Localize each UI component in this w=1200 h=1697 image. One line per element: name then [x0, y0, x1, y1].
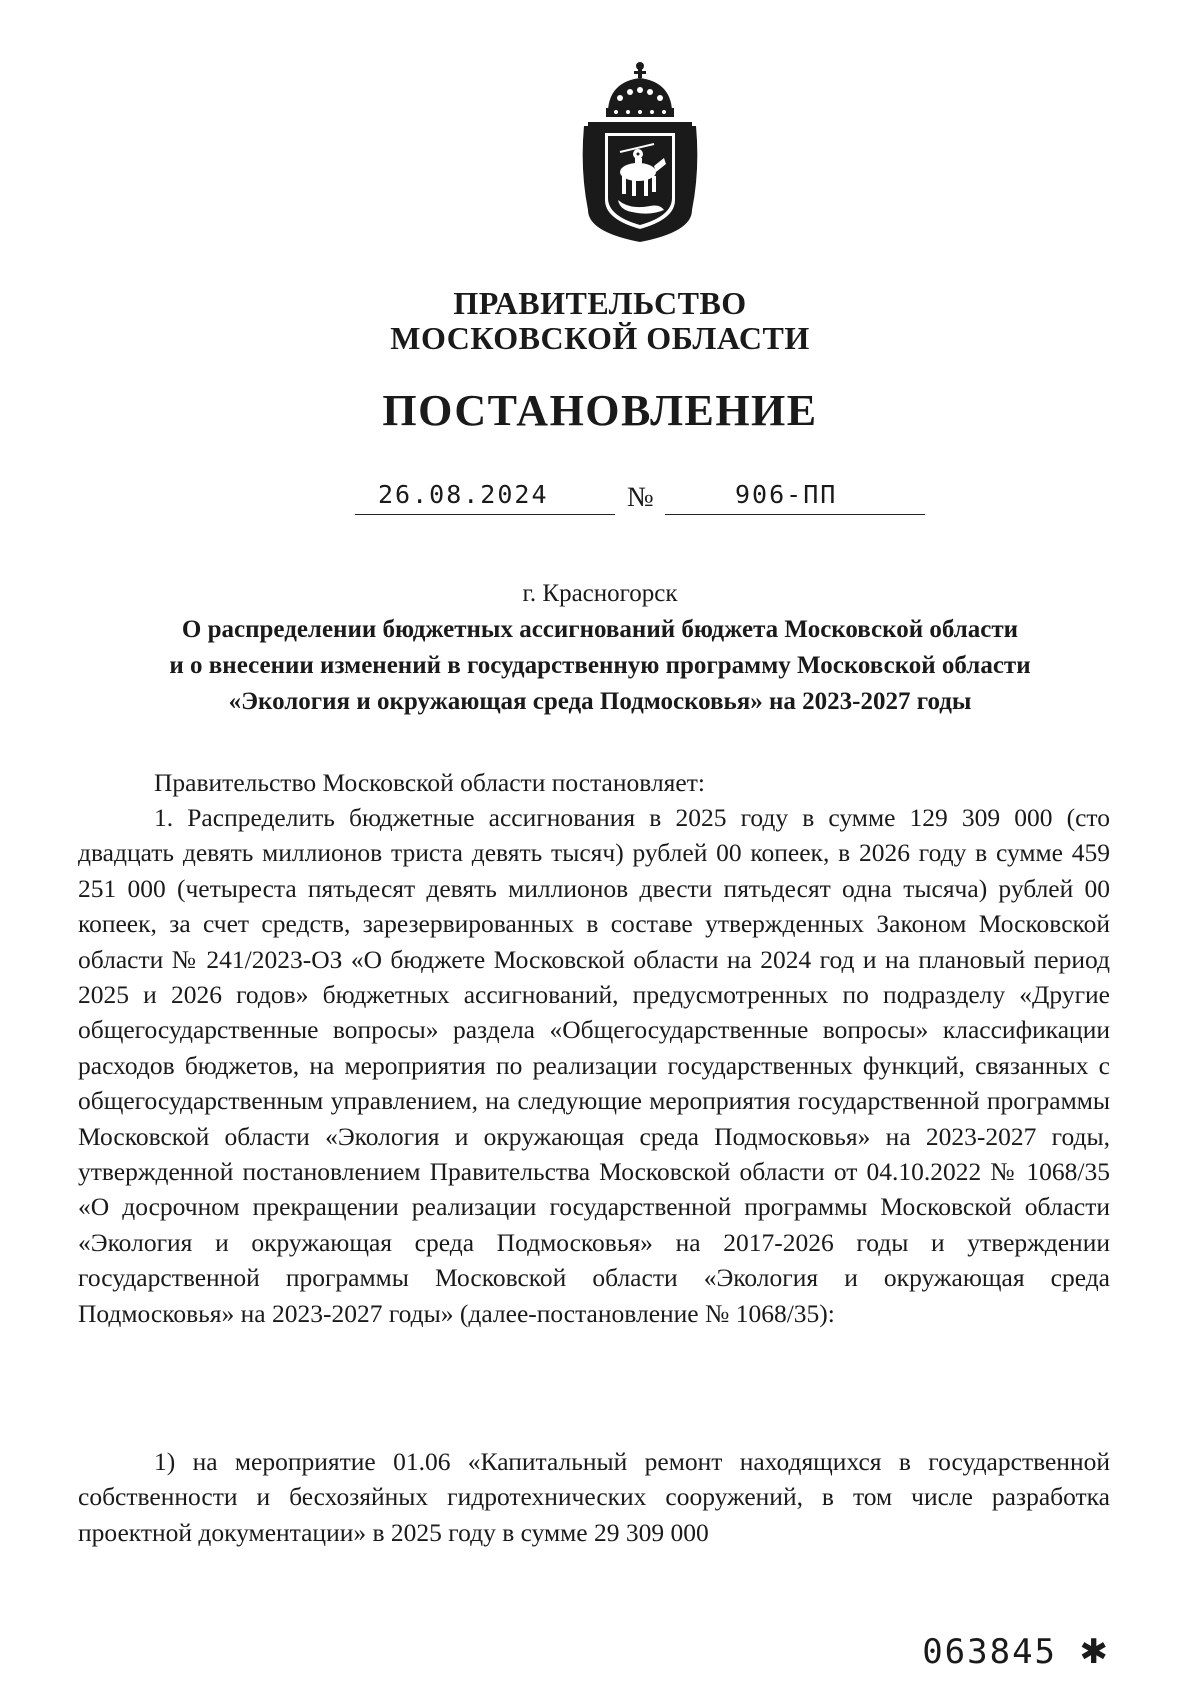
serial-star-icon: ✱: [1079, 1632, 1110, 1672]
paragraph-1-text: 1. Распределить бюджетные ассигнования в 2025 году в сумме 129 309 000 (сто двадцать девять миллионов триста девять тысяч) рублей 00 копеек, в 2026 году в сумме 459 251 000 (четыреста пятьдесят девять миллионов двести пятьдесят одна тысяча) рублей 00 копеек, за счет средств, зарезервированных в составе утвержденных Законом Московской области № 241/2023-ОЗ «О бюджете Московской области на 2024 год и на плановый период 2025 и 2026 годов» бюджетных ассигнований, предусмотренных по подразделу «Другие общегосударственные вопросы» раздела «Общегосударственные вопросы» классификации расходов бюджетов, на мероприятия по реализации государственных функций, связанных с общегосударственным управлением, на следующие мероприятия государственной программы Московской области «Экология и окружающая среда Подмосковья» на 2023-2027 годы, утвержденной постановлением Правительства Московской области от 04.10.2022 № 1068/35 «О досрочном прекращении реализации государственной программы Московской области «Экология и окружающая среда Подмосковья» на 2017-2026 годы и утверждении государственной программы Московской области «Экология и окружающая среда Подмосковья» на 2023-2027 годы» (далее-постановление № 1068/35):: [78, 803, 1110, 1328]
subject-line1: О распределении бюджетных ассигнований бюджета Московской области: [181, 616, 1019, 643]
serial-number: [922, 1632, 1110, 1672]
government-title-line1: ПРАВИТЕЛЬСТВО: [453, 285, 747, 321]
item-1-text: 1) на мероприятие 01.06 «Капитальный ремонт находящихся в государственной собственности и бесхозяйных гидротехнических сооружений, в том числе разработка проектной документации» в 2025 году в сумме 29 309 000: [78, 1447, 1110, 1547]
document-type-title: ПОСТАНОВЛЕНИЕ: [382, 386, 818, 435]
intro-line: [78, 765, 1110, 800]
item-1: [78, 1444, 1110, 1550]
decree-number: 906-ПП: [735, 480, 838, 509]
coat-of-arms-icon: [580, 60, 700, 245]
decree-subject: [90, 612, 1110, 720]
decree-date: 26.08.2024: [378, 480, 549, 509]
serial-number-value: 063845: [922, 1632, 1058, 1672]
city-name: г. Красногорск: [522, 580, 678, 607]
subject-line3: «Экология и окружающая среда Подмосковья» на 2023-2027 годы: [228, 688, 972, 715]
number-sign: №: [627, 482, 654, 513]
intro-paragraph: Правительство Московской области постановляет:: [154, 768, 705, 797]
subject-line2: и о внесении изменений в государственную программу Московской области: [169, 652, 1031, 679]
paragraph-1: [78, 800, 1110, 1331]
government-title-line2: МОСКОВСКОЙ ОБЛАСТИ: [390, 320, 810, 356]
